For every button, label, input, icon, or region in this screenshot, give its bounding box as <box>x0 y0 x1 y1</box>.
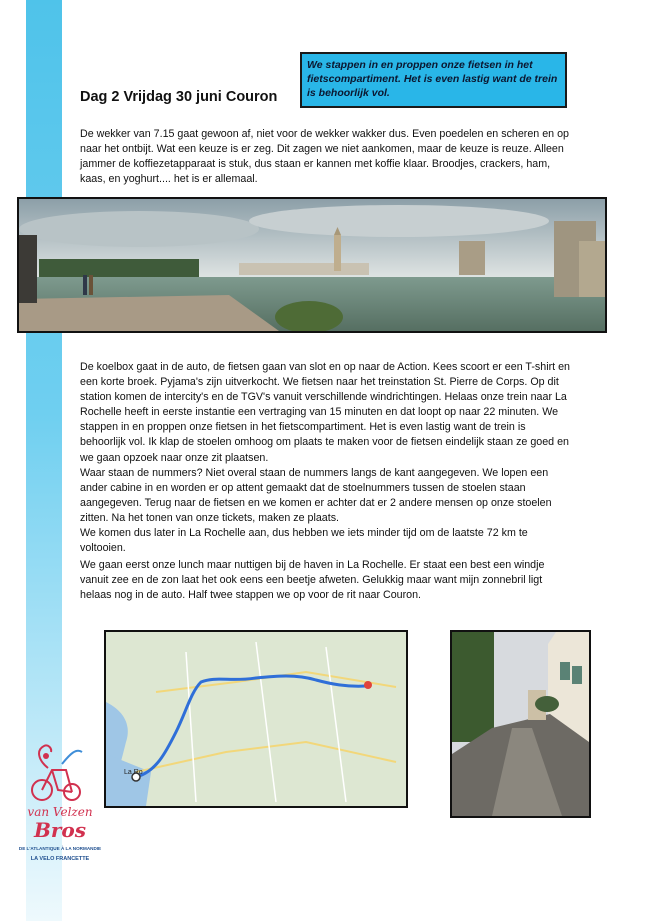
street-photo <box>450 630 591 818</box>
rooster-bicycle-icon <box>18 740 102 812</box>
logo-route-name: LA VELO FRANCETTE <box>30 856 90 862</box>
lunch-paragraph <box>80 558 572 603</box>
intro-paragraph <box>80 127 572 187</box>
lunch-text: We gaan eerst onze lunch maar nuttigen bij de haven in La Rochelle. Er staat een best een windje vanuit zee en de zon laat het ook eens een beetje afweten. Gelukkig maar want mijn zonnebril ligt helaas nog in de auto. Half twee stappen we op voor de rit naar Couron. <box>80 559 545 602</box>
intro-text: De wekker van 7.15 gaat gewoon af, niet voor de wekker wakker dus. Even poedelen en scheren en op naar het ontbijt. Wat een keuze is er zeg. Dit zagen we niet aankomen, maar de keuze is reuze. Alleen jammer de koffiezetapparaat is stuk, dus staan er kannen met koffie klaar. Broodjes, crackers, ham, kaas, en yoghurt.... het is er allemaal. <box>80 128 569 186</box>
logo-brand-bros: Bros <box>33 818 87 842</box>
body-text-2: Waar staan de nummers? Niet overal staan de nummers langs de kant aangegeven. We lopen een ander cabine in en worden er op attent gemaakt dat de stoelnummers tussen de stoelen staan aangegeven. Terug naar de fietsen en we komen er achter dat er 2 andere mensen op onze stoelen zitten. Na het tonen van onze tickets, maken ze plaats. <box>80 466 552 524</box>
map-start-label: La Ro <box>124 769 143 776</box>
logo-tagline: DE L'ATLANTIQUE À LA NORMANDIE <box>18 846 102 851</box>
page-title: Dag 2 Vrijdag 30 juni Couron <box>80 89 278 105</box>
logo-brand-name: van Velzen <box>27 805 93 819</box>
body-text-3: We komen dus later in La Rochelle aan, dus hebben we iets minder tijd om de laatste 72 km te voltooien. <box>80 527 528 555</box>
panorama-photo <box>17 197 607 333</box>
callout-box: We stappen in en proppen onze fietsen in het fietscompartiment. Het is even lastig want de trein is behoorlijk vol. <box>300 52 567 108</box>
body-paragraph <box>80 360 572 556</box>
body-text-1: De koelbox gaat in de auto, de fietsen gaan van slot en op naar de Action. Kees scoort er een T-shirt en een korte broek. Pyjama's zijn uitverkocht. We fietsen naar het treinstation St. Pierre de Corps. Op dit station komen de intercity's en de TGV's vanuit verschillende windrichtingen. Helaas onze trein naar La Rochelle heeft in eerste instantie een vertraging van 15 minuten en dat loopt op naar 22 minuten. We stappen in en proppen onze fietsen in het fietscompartiment. Het is even lastig want de trein is behoorlijk vol. Ik klap de stoelen omhoog om plaats te maken voor de fietsen eindelijk staan ze goed en we gaan opzoek naar onze zit plaatsen. <box>80 361 570 464</box>
route-map <box>104 630 408 808</box>
